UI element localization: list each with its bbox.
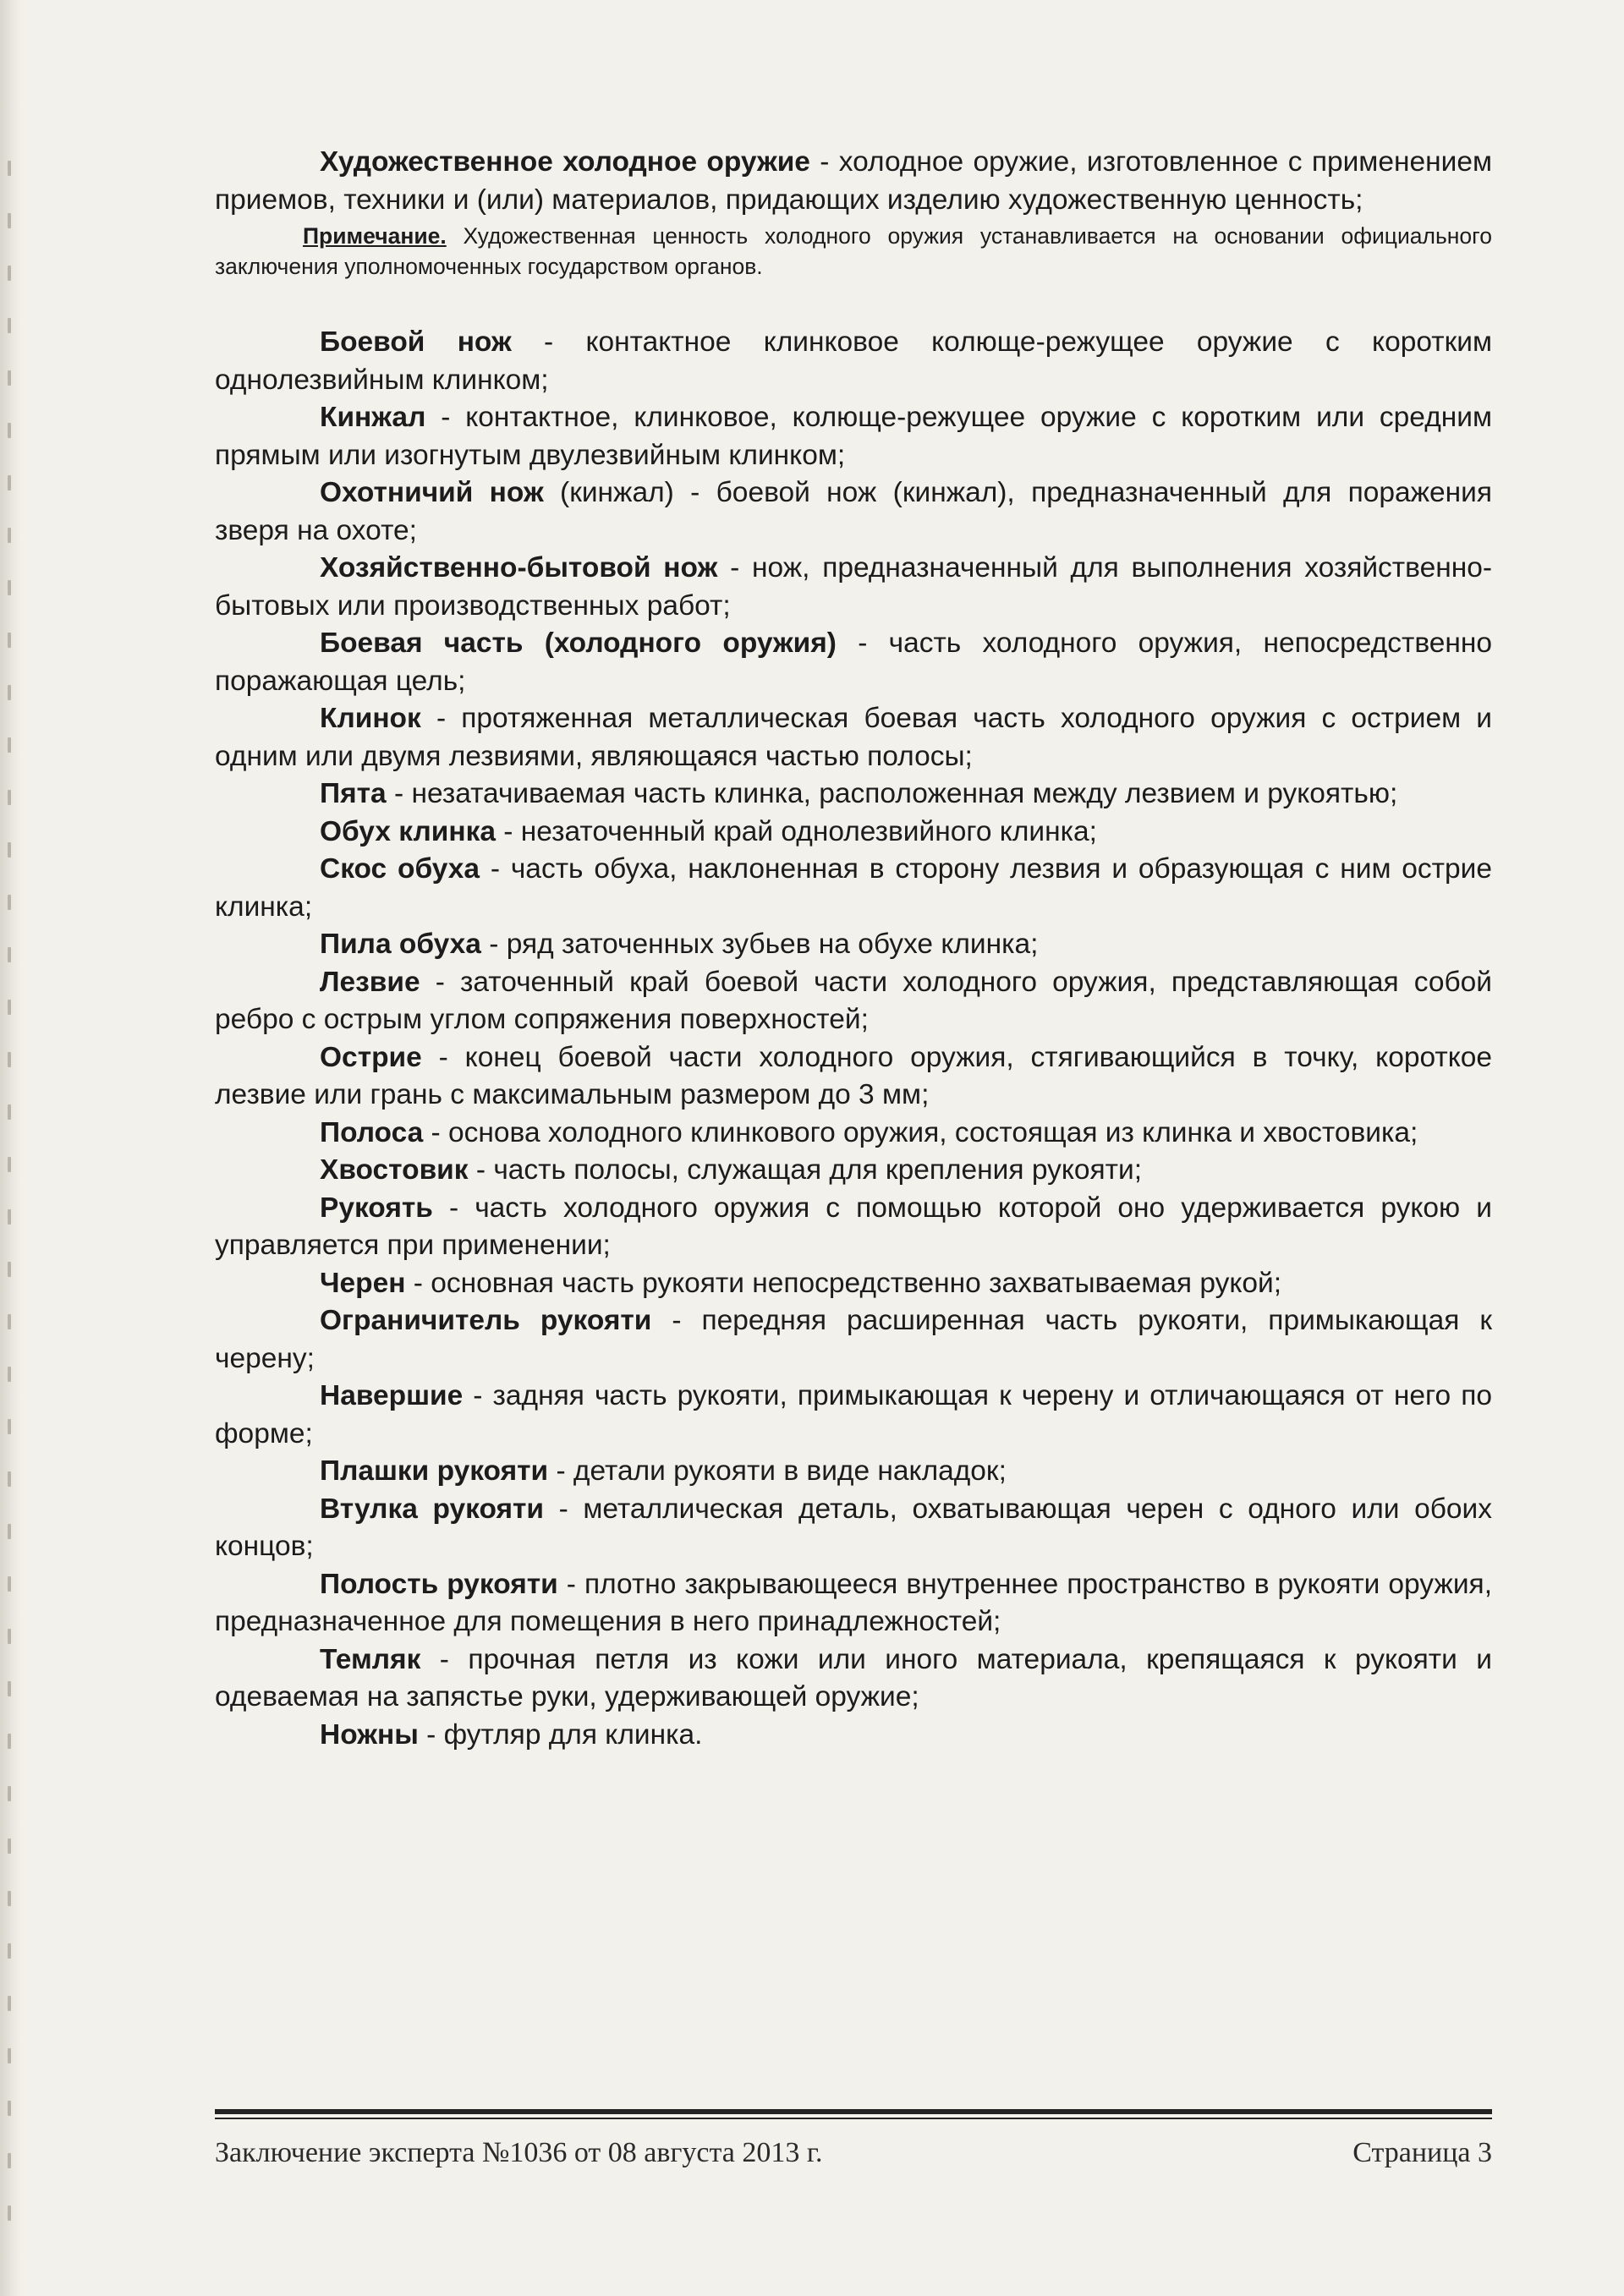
term: Рукоять: [320, 1192, 433, 1224]
binding-punch-mark: [8, 2153, 11, 2168]
binding-punch-mark: [8, 1367, 11, 1382]
binding-punch-mark: [8, 1891, 11, 1906]
term: Втулка рукояти: [320, 1493, 545, 1525]
binding-punch-mark: [8, 161, 11, 176]
term: Черен: [320, 1267, 406, 1299]
definition-entry: [215, 399, 1492, 474]
definition: - часть обуха, наклоненная в сторону лезвия и образующая с ним острие клинка;: [215, 853, 1493, 923]
footer-rule-thin: [215, 2118, 1492, 2119]
binding-punch-mark: [8, 1471, 11, 1487]
binding-punch-mark: [8, 842, 11, 858]
note: [215, 221, 1492, 282]
term: Острие: [320, 1041, 422, 1073]
page-footer: [215, 2136, 1492, 2170]
binding-edge: [0, 0, 22, 2296]
definition-entry: [215, 1453, 1492, 1491]
binding-punch-mark: [8, 213, 11, 228]
binding-punch-mark: [8, 266, 11, 281]
binding-punch-mark: [8, 737, 11, 753]
definition: - контактное, клинковое, колюще-режущее оружие с коротким или средним прямым или изогнутым двулезвийным клинком;: [215, 402, 1492, 471]
binding-punch-mark: [8, 1262, 11, 1277]
note-text: Художественная ценность холодного оружия устанавливается на основании официального заключения уполномоченных государством органов.: [215, 223, 1492, 279]
term: Пила обуха: [320, 929, 481, 960]
definition-entry: [215, 625, 1492, 700]
binding-punch-mark: [8, 1419, 11, 1434]
definition: - плотно закрывающееся внутреннее пространство в рукояти оружия, предназначенное для помещения в него принадлежностей;: [215, 1568, 1492, 1637]
definition-entry: [215, 1302, 1492, 1378]
definition: - задняя часть рукояти, примыкающая к черену и отличающаяся от него по форме;: [215, 1380, 1492, 1449]
definition-entry: [215, 1115, 1492, 1153]
definition-entry: [215, 1152, 1492, 1190]
definition: - контактное клинковое колюще-режущее оружие с коротким однолезвийным клинком;: [215, 326, 1492, 396]
definition-entry: [215, 1717, 1492, 1755]
term: Боевая часть (холодного оружия): [320, 627, 837, 659]
binding-punch-mark: [8, 423, 11, 438]
definition-entry: [215, 1265, 1492, 1303]
definition-entry: [215, 1491, 1492, 1566]
binding-punch-mark: [8, 1734, 11, 1749]
binding-punch-mark: [8, 1157, 11, 1172]
term: Темляк: [320, 1643, 421, 1675]
term: Обух клинка: [320, 815, 496, 847]
definition-entry: [215, 1566, 1492, 1641]
definition: - незаточенный край однолезвийного клинка;: [495, 815, 1097, 847]
binding-punch-mark: [8, 1786, 11, 1801]
binding-punch-mark: [8, 1629, 11, 1644]
binding-punch-mark: [8, 1943, 11, 1959]
definition-entry: [215, 1378, 1492, 1453]
binding-punch-mark: [8, 790, 11, 805]
footer-document-reference: Заключение эксперта №1036 от 08 августа 2013 г.: [215, 2137, 823, 2168]
definition: - прочная петля из кожи или иного материала, крепящаяся к рукояти и одеваемая на запястье руки, удерживающей оружие;: [215, 1643, 1492, 1712]
definition: - часть полосы, служащая для крепления рукояти;: [468, 1154, 1143, 1186]
definition-entry: [215, 926, 1492, 964]
footer-page-number: Страница 3: [1352, 2137, 1492, 2168]
binding-punch-mark: [8, 528, 11, 543]
spacer: [215, 282, 1492, 324]
term: Пята: [320, 778, 387, 809]
binding-punch-mark: [8, 1000, 11, 1015]
term: Хозяйственно-бытовой нож: [320, 552, 718, 584]
term: Охотничий нож: [320, 477, 544, 508]
definition: - часть холодного оружия, непосредственно поражающая цель;: [215, 627, 1492, 697]
term: Навершие: [320, 1380, 464, 1411]
binding-punch-mark: [8, 370, 11, 386]
definition: - холодное оружие, изготовленное с применением приемов, техники и (или) материалов, придающих изделию художественную ценность;: [215, 146, 1492, 216]
term: Ножны: [320, 1718, 419, 1751]
term: Клинок: [320, 703, 421, 734]
binding-punch-mark: [8, 475, 11, 490]
binding-punch-mark: [8, 1209, 11, 1225]
definition-entry: [215, 1190, 1492, 1265]
definition: - заточенный край боевой части холодного оружия, представляющая собой ребро с острым углом сопряжения поверхностей;: [215, 966, 1492, 1035]
binding-punch-mark: [8, 2206, 11, 2221]
definition: - ряд заточенных зубьев на обухе клинка;: [480, 929, 1039, 960]
definition: - металлическая деталь, охватывающая черен с одного или обоих концов;: [215, 1493, 1492, 1562]
binding-punch-mark: [8, 1104, 11, 1120]
binding-punch-mark: [8, 318, 11, 333]
term: Боевой нож: [320, 326, 512, 358]
definition-entry: [215, 474, 1492, 550]
term: Лезвие: [320, 966, 420, 998]
definition: - конец боевой части холодного оружия, стягивающийся в точку, короткое лезвие или грань с максимальным размером до 3 мм;: [215, 1041, 1492, 1110]
binding-punch-mark: [8, 1576, 11, 1592]
definition-entry: [215, 700, 1492, 775]
definition-artistic-weapon: [215, 144, 1492, 219]
term: Художественное холодное оружие: [320, 146, 810, 178]
definition-entry: [215, 851, 1492, 926]
definition-entry: [215, 324, 1492, 399]
binding-punch-mark: [8, 1052, 11, 1067]
binding-punch-mark: [8, 1524, 11, 1539]
document-body: [215, 144, 1492, 1754]
binding-punch-mark: [8, 1681, 11, 1696]
definition: - основа холодного клинкового оружия, состоящая из клинка и хвостовика;: [423, 1116, 1418, 1148]
definition-entry: [215, 1039, 1492, 1115]
term: Плашки рукояти: [320, 1455, 549, 1487]
binding-punch-mark: [8, 633, 11, 648]
binding-punch-mark: [8, 580, 11, 595]
definition: - незатачиваемая часть клинка, расположенная между лезвием и рукоятью;: [386, 778, 1398, 809]
definition: - нож, предназначенный для выполнения хозяйственно-бытовых или производственных работ;: [215, 552, 1492, 622]
binding-punch-mark: [8, 685, 11, 700]
definition: - футляр для клинка.: [418, 1718, 703, 1751]
binding-punch-mark: [8, 947, 11, 962]
definition: - протяженная металлическая боевая часть холодного оружия с острием и одним или двумя лезвиями, являющаяся частью полосы;: [215, 703, 1492, 772]
term: Полоса: [320, 1116, 424, 1148]
binding-punch-mark: [8, 2101, 11, 2116]
term: Скос обуха: [320, 853, 480, 885]
binding-punch-mark: [8, 1838, 11, 1854]
term: Полость рукояти: [320, 1568, 558, 1600]
definition-entry: [215, 964, 1492, 1039]
definition: - передняя расширенная часть рукояти, примыкающая к черену;: [215, 1305, 1492, 1374]
definition-entry: [215, 550, 1492, 625]
binding-punch-mark: [8, 895, 11, 910]
footer-rule: [215, 2109, 1492, 2114]
binding-punch-mark: [8, 2048, 11, 2063]
definition: - часть холодного оружия с помощью которой оно удерживается рукою и управляется при применении;: [215, 1192, 1492, 1261]
term: Ограничитель рукояти: [320, 1305, 652, 1336]
binding-punch-mark: [8, 1314, 11, 1329]
definition: (кинжал) - боевой нож (кинжал), предназначенный для поражения зверя на охоте;: [215, 477, 1492, 546]
term: Кинжал: [320, 402, 426, 433]
definition-entry: [215, 775, 1492, 814]
definitions-list: [215, 324, 1492, 1754]
binding-punch-mark: [8, 1996, 11, 2011]
term: Хвостовик: [320, 1154, 469, 1186]
note-label: Примечание.: [303, 223, 447, 249]
definition-entry: [215, 814, 1492, 852]
definition: - основная часть рукояти непосредственно захватываемая рукой;: [405, 1267, 1282, 1299]
definition-entry: [215, 1641, 1492, 1717]
definition: - детали рукояти в виде накладок;: [548, 1455, 1007, 1487]
